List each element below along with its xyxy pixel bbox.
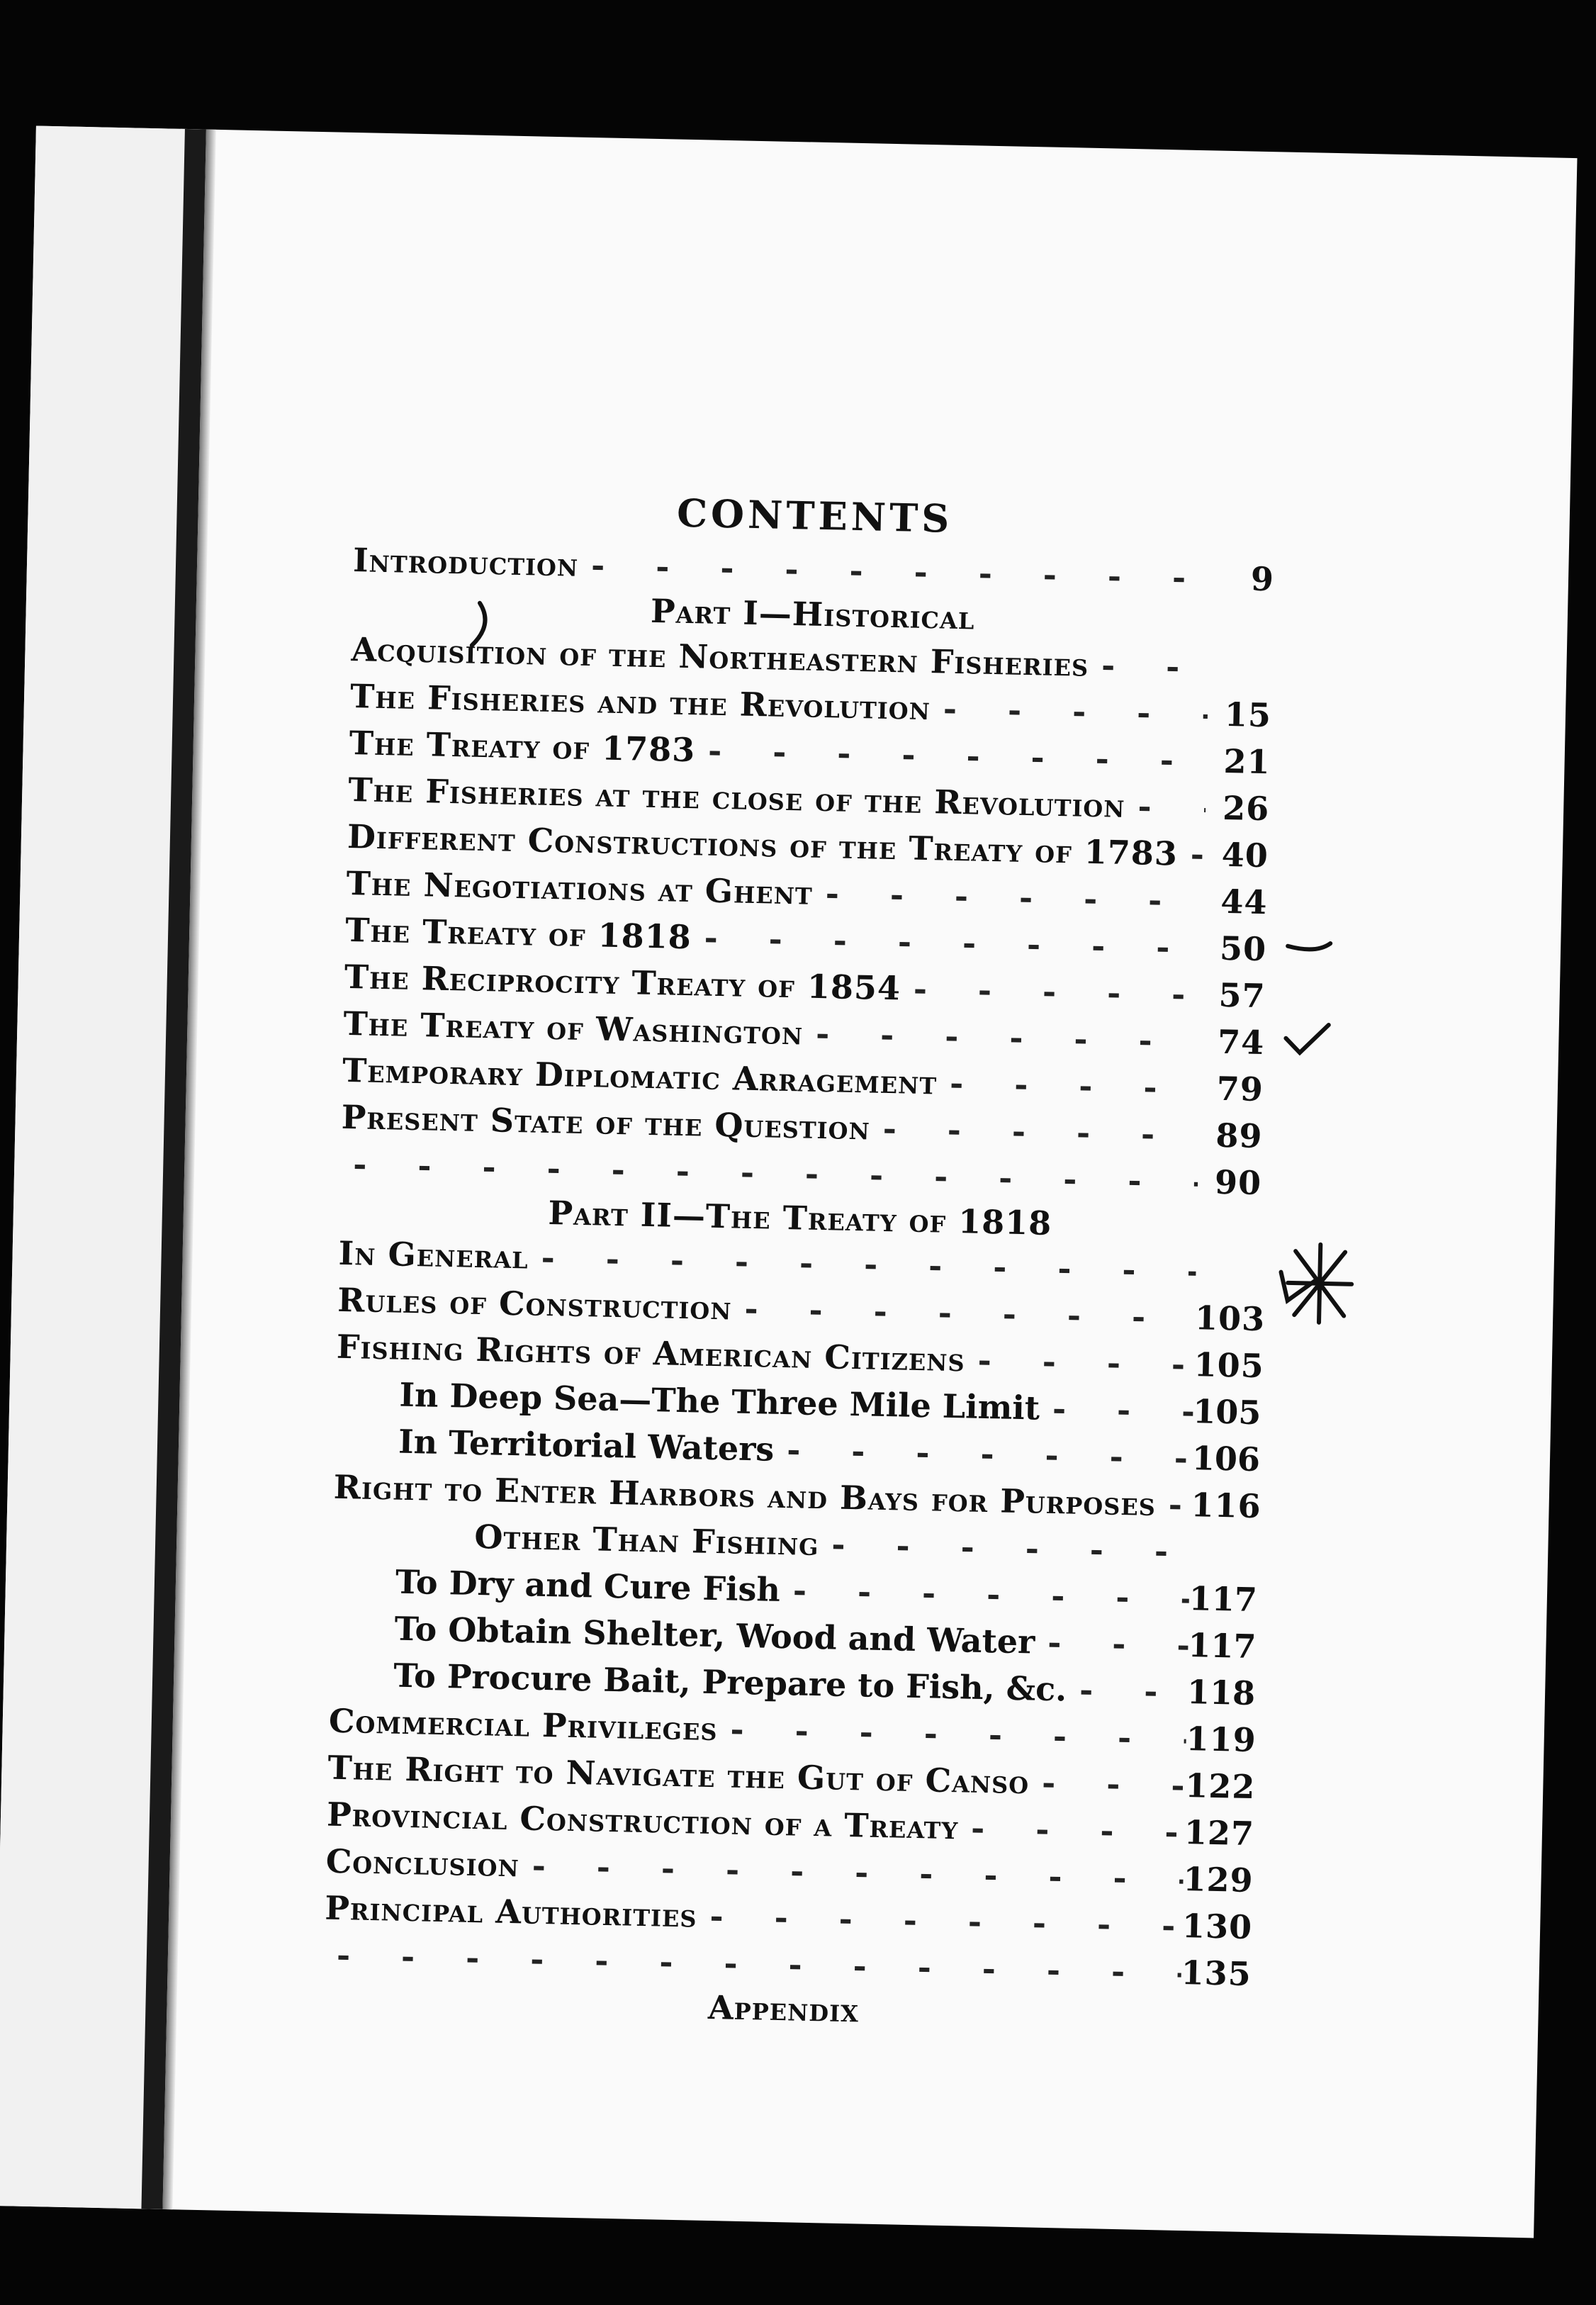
page-number	[1196, 1282, 1259, 1284]
entry-title: Acquisition of the Northeastern Fisheries	[351, 630, 1089, 684]
entry-title: The Treaty of Washington	[342, 1004, 804, 1053]
entry-title: Commercial Privileges	[328, 1701, 719, 1749]
page-number: 105	[1192, 1392, 1261, 1432]
page-number: 90	[1214, 1162, 1262, 1203]
tick-mark	[1288, 943, 1330, 950]
page-number: 21	[1223, 741, 1271, 782]
page-number: 9	[1250, 559, 1275, 599]
leader-dots	[958, 1804, 1185, 1856]
page-number: 89	[1215, 1116, 1264, 1156]
part-two-list	[324, 1230, 1266, 1951]
page-number: 117	[1187, 1626, 1257, 1666]
part-one-list	[341, 626, 1273, 1160]
page-number: 119	[1186, 1720, 1257, 1760]
page-number	[1208, 678, 1272, 680]
leader-dots	[1067, 1666, 1188, 1715]
leader-dots	[930, 685, 1208, 737]
page-number: 116	[1191, 1486, 1262, 1526]
page-number: 15	[1224, 695, 1272, 735]
page-number: 50	[1219, 929, 1267, 969]
leader-dots	[1029, 1759, 1186, 1809]
entry-title: Introduction	[352, 541, 579, 584]
leader-dots	[819, 1520, 1191, 1575]
tick-mark	[1286, 1024, 1329, 1053]
appendix-heading: Appendix	[707, 1987, 860, 2030]
entry-title: To Obtain Shelter, Wood and Water	[394, 1609, 1035, 1661]
entry-title: Conclusion	[325, 1841, 520, 1885]
entry-title: The Negotiations at Ghent	[346, 863, 814, 912]
entry-title: The Fisheries at the close of the Revolution	[347, 770, 1126, 825]
part-two-heading: Part II—The Treaty of 1818	[548, 1194, 1052, 1243]
scanned-page	[0, 126, 1577, 2238]
page-number	[1190, 1563, 1254, 1564]
table-of-contents	[322, 487, 1276, 2040]
entry-title: The Right to Navigate the Gut of Canso	[327, 1748, 1030, 1802]
leader-dots	[1177, 831, 1205, 878]
entry-title: In General	[338, 1233, 529, 1277]
page-number: 118	[1186, 1673, 1256, 1713]
page-number: 44	[1220, 882, 1268, 922]
entry-title: The Treaty of 1783	[349, 723, 696, 770]
leader-dots	[802, 1009, 1201, 1065]
leader-dots	[937, 1059, 1201, 1111]
entry-title: To Procure Bait, Prepare to Fish, &c.	[393, 1656, 1067, 1709]
entry-title: Different Constructions of the Treaty of 1783	[347, 817, 1179, 873]
entry-title: The Reciprocity Treaty of 1854	[344, 957, 901, 1008]
leader-dots	[900, 965, 1202, 1018]
tick-mark	[1281, 1272, 1317, 1301]
page-number: 40	[1221, 835, 1269, 875]
entry-title: Temporary Diplomatic Arragement	[342, 1050, 938, 1102]
entry-title: Present State of the Question	[341, 1097, 871, 1148]
page-number: 130	[1181, 1906, 1253, 1947]
page-number: 129	[1182, 1859, 1254, 1900]
page-number: 26	[1222, 788, 1270, 829]
page-number: 106	[1191, 1439, 1261, 1479]
page-number: 79	[1216, 1069, 1264, 1109]
leader-dots	[870, 1105, 1199, 1159]
leader-dots	[965, 1336, 1194, 1388]
contents-title: CONTENTS	[676, 490, 953, 542]
entry-title: Rules of Construction	[337, 1280, 733, 1328]
entry-title: Provincial Construction of a Treaty	[326, 1795, 959, 1847]
leader-dots	[780, 1566, 1189, 1622]
page-number: 57	[1218, 975, 1266, 1016]
entry-title: The Fisheries and the Revolution	[349, 677, 931, 728]
entry-title: Right to Enter Harbors and Bays for Purposes	[333, 1467, 1157, 1524]
leader-dots	[812, 870, 1204, 925]
page-number: 135	[1181, 1953, 1252, 1994]
page-number: 105	[1193, 1345, 1265, 1386]
entry-title: Other Than Fishing	[473, 1517, 820, 1564]
entry-title: Fishing Rights of American Citizens	[336, 1327, 966, 1379]
entry-title: In Deep Sea—The Three Mile Limit	[399, 1375, 1040, 1428]
page-number: 117	[1188, 1579, 1258, 1620]
entry-title: Principal Authorities	[324, 1888, 698, 1935]
page-number: 122	[1184, 1766, 1256, 1807]
leader-dots	[1155, 1481, 1191, 1528]
entry-title: In Territorial Waters	[398, 1422, 775, 1469]
leader-dots	[774, 1426, 1193, 1481]
leader-dots	[1088, 641, 1209, 691]
entry-title: The Treaty of 1818	[344, 910, 692, 957]
page-number: 103	[1194, 1299, 1266, 1339]
page-number: 127	[1184, 1813, 1255, 1853]
leader-dots	[1039, 1385, 1193, 1435]
asterisk-mark	[1287, 1244, 1352, 1323]
part-one-heading: Part I—Historical	[650, 591, 975, 637]
page-number: 74	[1217, 1022, 1265, 1062]
entry-title: To Dry and Cure Fish	[395, 1562, 781, 1609]
leader-dots	[1125, 783, 1206, 831]
leader-dots	[1035, 1619, 1189, 1669]
